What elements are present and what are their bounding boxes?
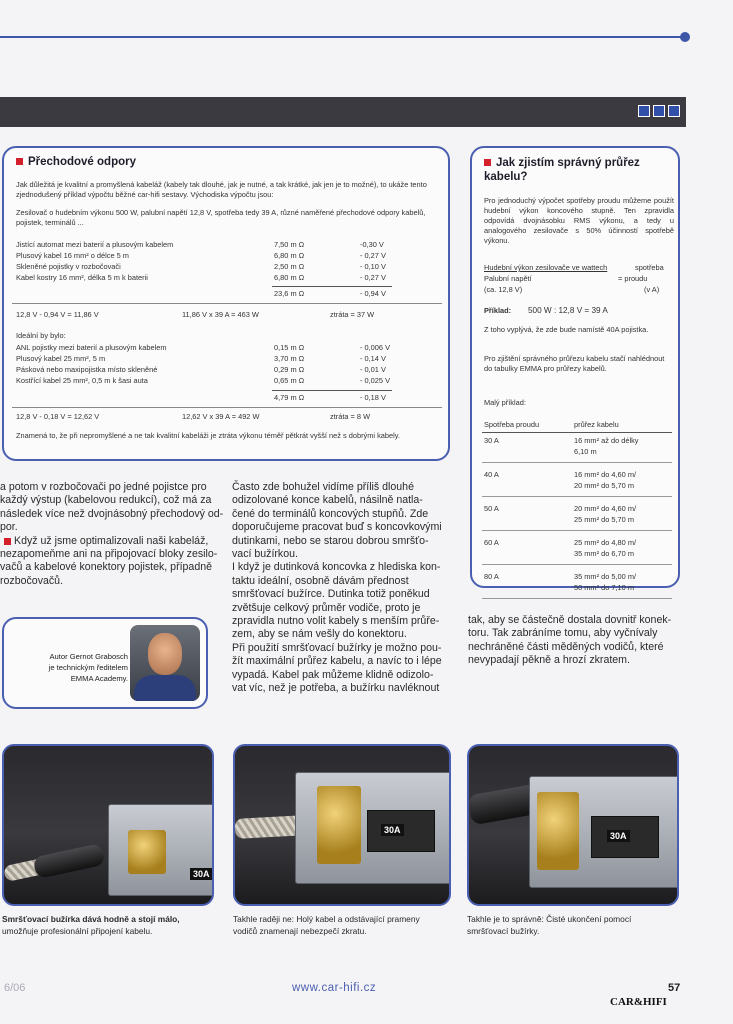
table-voltage: - 0,27 V	[360, 251, 386, 260]
table-item: Skleněné pojistky v rozbočovači	[16, 262, 121, 271]
table-section-1: 35 mm² do 5,00 m/	[574, 572, 637, 581]
text-line: dutinkami, nebo se starou dobrou smršťo-	[232, 534, 429, 547]
section-square-1	[638, 105, 650, 117]
table-item: Kabel kostry 16 mm², délka 5 m k baterii	[16, 273, 148, 282]
table-item: Kostřící kabel 25 mm², 0,5 m k šasi auta	[16, 376, 148, 385]
calc1-loss: ztráta = 37 W	[330, 310, 375, 319]
fuse-label: 30A	[381, 824, 404, 836]
header-rule	[0, 36, 682, 38]
rb-p2: Z toho vyplývá, že zde bude namístě 40A pojistka.	[484, 325, 649, 334]
text-line: žít maximální průřez kabelu, a navíc to i lépe	[232, 655, 442, 668]
caption-2	[233, 913, 455, 937]
sum-rule-2	[272, 390, 392, 391]
col-head-current: Spotřeba proudu	[484, 420, 540, 429]
text-line: Často zde bohužel vidíme příliš dlouhé	[232, 481, 414, 493]
author-org: EMMA Academy.	[70, 674, 128, 683]
text-line: Když už jsme optimalizovali naši kabeláž,	[14, 534, 209, 547]
text-line: vypadá. Kabel pak můžeme klidně odizolo-	[232, 668, 434, 681]
small-example-label: Malý příklad:	[484, 398, 526, 407]
example-label: Příklad:	[484, 306, 512, 315]
calc1-voltage: 12,8 V - 0,94 V = 11,86 V	[16, 310, 99, 319]
photo-heatshrink	[2, 744, 214, 906]
author-photo	[130, 625, 200, 701]
divider-2	[12, 407, 442, 408]
rb-p3: Pro zjištění správného průřezu kabelu stačí nahlédnout do tabulky EMMA pro průřezy kabelů.	[484, 354, 665, 373]
column-1	[0, 481, 224, 588]
table-resistance: 0,29 m Ω	[274, 365, 305, 374]
divider-1	[12, 303, 442, 304]
table-section-2: 25 mm² do 5,70 m	[574, 515, 634, 524]
formula-denominator: Palubní napětí	[484, 274, 532, 283]
rb-p1: Pro jednoduchý výpočet spotřeby proudu můžeme použít hudební výkon koncového stupně. Ten zpravidla odpovídá dvojnásobku RMS výkonu, a tedy u analogového zesilovače s 50% účinností spotřebě výkonu.	[484, 196, 674, 245]
section-square-3	[668, 105, 680, 117]
table-row-rule	[482, 530, 672, 531]
table-row-rule	[482, 462, 672, 463]
table-resistance: 6,80 m Ω	[274, 251, 305, 260]
premise-text: Zesilovač o hudebním výkonu 500 W, palubní napětí 12,8 V, spotřeba tedy 39 A, různé naměřené přechodové odpory kabelů, pojistek, terminálů ...	[16, 208, 426, 227]
table-item: Plusový kabel 25 mm², 5 m	[16, 354, 106, 363]
table-row-rule	[482, 564, 672, 565]
text-line: odizolované konce kabelů, násilně natla-	[232, 494, 423, 507]
calc2-power: 12,62 V x 39 A = 492 W	[182, 412, 260, 421]
calc2-voltage: 12,8 V - 0,18 V = 12,62 V	[16, 412, 100, 421]
table-item: Pásková nebo maxipojistka místo skleněné	[16, 365, 158, 374]
table-resistance: 0,15 m Ω	[274, 343, 305, 352]
table-head-rule	[482, 432, 672, 433]
table-current: 50 A	[484, 504, 499, 513]
sum1-resistance: 23,6 m Ω	[274, 289, 305, 298]
box-title-text: Přechodové odpory	[28, 156, 136, 168]
text-line: nezapomeňme ani na připojovací bloky zesilo-	[0, 548, 218, 561]
text-line: Při použití smršťovací bužírky je možno pou-	[232, 641, 442, 654]
table-item: ANL pojistky mezi baterií a plusovým kabelem	[16, 343, 167, 352]
author-text	[12, 651, 128, 684]
formula-numerator: Hudební výkon zesilovače ve wattech	[484, 263, 608, 272]
table-resistance: 6,80 m Ω	[274, 273, 305, 282]
table-row-rule	[482, 598, 672, 599]
formula-denominator-note: (ca. 12,8 V)	[484, 285, 523, 294]
table-section-1: 16 mm² do 4,60 m/	[574, 470, 637, 479]
red-bullet-icon	[484, 159, 491, 166]
author-name: Autor Gernot Grabosch	[49, 652, 128, 661]
text-line: doporučujeme pracovat buď s koncovkovými	[232, 521, 442, 534]
table-section-2: 6,10 m	[574, 447, 597, 456]
transition-resistance-box	[2, 146, 450, 461]
caption-2-line2: vodičů znamenají nebezpečí zkratu.	[233, 926, 367, 936]
text-line: následek více než dvojnásobný přechodový od-	[0, 507, 224, 520]
text-line: a potom v rozbočovači po jedné pojistce pro	[0, 481, 207, 493]
table-row-rule	[482, 496, 672, 497]
col1-para2	[0, 535, 216, 589]
caption-3-line2: smršťovací bužírky.	[467, 926, 540, 936]
caption-3-line1: Takhle je to správně: Čisté ukončení pomocí	[467, 914, 632, 924]
text-line: I když je dutinková koncovka z hlediska kon-	[232, 561, 441, 574]
table-resistance: 0,65 m Ω	[274, 376, 305, 385]
sum2-voltage: - 0,18 V	[360, 393, 386, 402]
text-line: čené do terminálů koncových stupňů. Zde	[232, 507, 429, 520]
text-line: zem, aby se nám vešly do konektoru.	[232, 628, 407, 641]
table-current: 40 A	[484, 470, 499, 479]
text-line: tak, aby se částečně dostala dovnitř konek-	[468, 614, 672, 626]
text-line: vací bužírkou.	[232, 548, 298, 561]
table-resistance: 7,50 m Ω	[274, 240, 305, 249]
column-3	[468, 614, 684, 668]
text-line: nechráněné části měděných vodičů, které	[468, 640, 664, 653]
table-item: Plusový kabel 16 mm² o délce 5 m	[16, 251, 129, 260]
table-section-2: 50 mm² do 7,10 m	[574, 583, 634, 592]
table-voltage: - 0,01 V	[360, 365, 386, 374]
text-line: por.	[0, 521, 18, 534]
table-voltage: - 0,006 V	[360, 343, 390, 352]
table-current: 60 A	[484, 538, 499, 547]
red-bullet-icon	[16, 158, 23, 165]
table-item: Jistící automat mezi baterií a plusovým kabelem	[16, 240, 174, 249]
cable-size-box	[470, 146, 680, 592]
table-voltage: - 0,27 V	[360, 273, 386, 282]
sum2-resistance: 4,79 m Ω	[274, 393, 305, 402]
table-resistance: 2,50 m Ω	[274, 262, 305, 271]
calc1-power: 11,86 V x 39 A = 463 W	[182, 310, 259, 319]
col1-para1	[0, 481, 224, 535]
table-voltage: - 0,025 V	[360, 376, 390, 385]
table-section-1: 20 mm² do 4,60 m/	[574, 504, 637, 513]
section-bar	[0, 97, 686, 127]
box2-title-text: Jak zjistím správný průřez kabelu?	[484, 157, 640, 183]
table-section-2: 35 mm² do 6,70 m	[574, 549, 634, 558]
table-current: 30 A	[484, 436, 499, 445]
col-head-section: průřez kabelu	[574, 420, 619, 429]
table-current: 80 A	[484, 572, 499, 581]
header-dot	[680, 32, 690, 42]
caption-3	[467, 913, 681, 937]
box2-title	[484, 156, 674, 184]
text-line: vat víc, než je potřeba, a bužírku navléknout	[232, 682, 440, 695]
table-section-1: 25 mm² do 4,80 m/	[574, 538, 637, 547]
text-line: zpravidla nutno volit kabely s menším průře-	[232, 615, 440, 628]
text-line: zvětšuje celkový průměr vodiče, proto je	[232, 601, 421, 614]
photo-bare-cable	[233, 744, 451, 906]
fuse-label: 30A	[190, 868, 213, 880]
text-line: toru. Tak zabráníme tomu, aby vyčnívaly	[468, 627, 658, 640]
calc2-loss: ztráta = 8 W	[330, 412, 371, 421]
red-bullet-icon	[4, 538, 11, 545]
formula-result-2: = proudu	[618, 274, 648, 283]
photo-correct	[467, 744, 679, 906]
example-calc: 500 W : 12,8 V = 39 A	[528, 306, 608, 315]
section-square-2	[653, 105, 665, 117]
text-line: nevypadají pěkně a hrozí zkratem.	[468, 654, 630, 667]
caption-1	[2, 913, 216, 937]
author-role: je technickým ředitelem	[48, 663, 128, 672]
footer-issue: 6/06	[4, 982, 26, 994]
table-resistance: 3,70 m Ω	[274, 354, 305, 363]
table-voltage: - 0,10 V	[360, 262, 386, 271]
text-line: rozbočovačů.	[0, 574, 64, 587]
table-voltage: -0,30 V	[360, 240, 384, 249]
fuse-label: 30A	[607, 830, 630, 842]
table-voltage: - 0,14 V	[360, 354, 386, 363]
text-line: každý výstup (kabelovou redukcí), což má za	[0, 494, 212, 507]
footer-page-number: 57	[668, 982, 681, 994]
sum-rule-1	[272, 286, 392, 287]
caption-1-line1: Smršťovací bužírka dává hodně a stojí málo,	[2, 914, 180, 924]
table-section-1: 16 mm² až do délky	[574, 436, 639, 445]
box-title	[16, 156, 136, 168]
table-section-2: 20 mm² do 5,70 m	[574, 481, 634, 490]
caption-2-line1: Takhle raději ne: Holý kabel a odstávající prameny	[233, 914, 420, 924]
footer-brand: CAR&HIFI	[610, 996, 667, 1008]
sum1-voltage: - 0,94 V	[360, 289, 386, 298]
conclusion-text: Znamená to, že při nepromyšlené a ne tak kvalitní kabeláži je ztráta výkonu téměř pětkrát vyšší než s dobrými kabely.	[16, 431, 400, 440]
footer-url: www.car-hifi.cz	[292, 982, 377, 994]
caption-1-line2: umožňuje profesionální připojení kabelu.	[2, 926, 153, 936]
formula-result-3: (v A)	[644, 285, 660, 294]
ideal-label: Ideální by bylo:	[16, 331, 66, 340]
column-2	[232, 481, 450, 696]
author-box	[2, 617, 208, 709]
text-line: smršťovací bužírce. Dutinka totiž poněkud	[232, 588, 430, 601]
formula-result-1: spotřeba	[635, 263, 664, 272]
text-line: vačů a kabelové konektory pojistek, případně	[0, 561, 213, 574]
intro-text: Jak důležitá je kvalitní a promyšlená kabeláž (kabely tak dlouhé, jak je nutné, a tak krátké, jak jen je to možné), to ukáže tento zjednodušený příklad výpočtu běžné car-hifi sestavy. Východiska výpočtu jsou:	[16, 180, 427, 199]
text-line: taktu ideální, osobně dávám přednost	[232, 574, 409, 587]
